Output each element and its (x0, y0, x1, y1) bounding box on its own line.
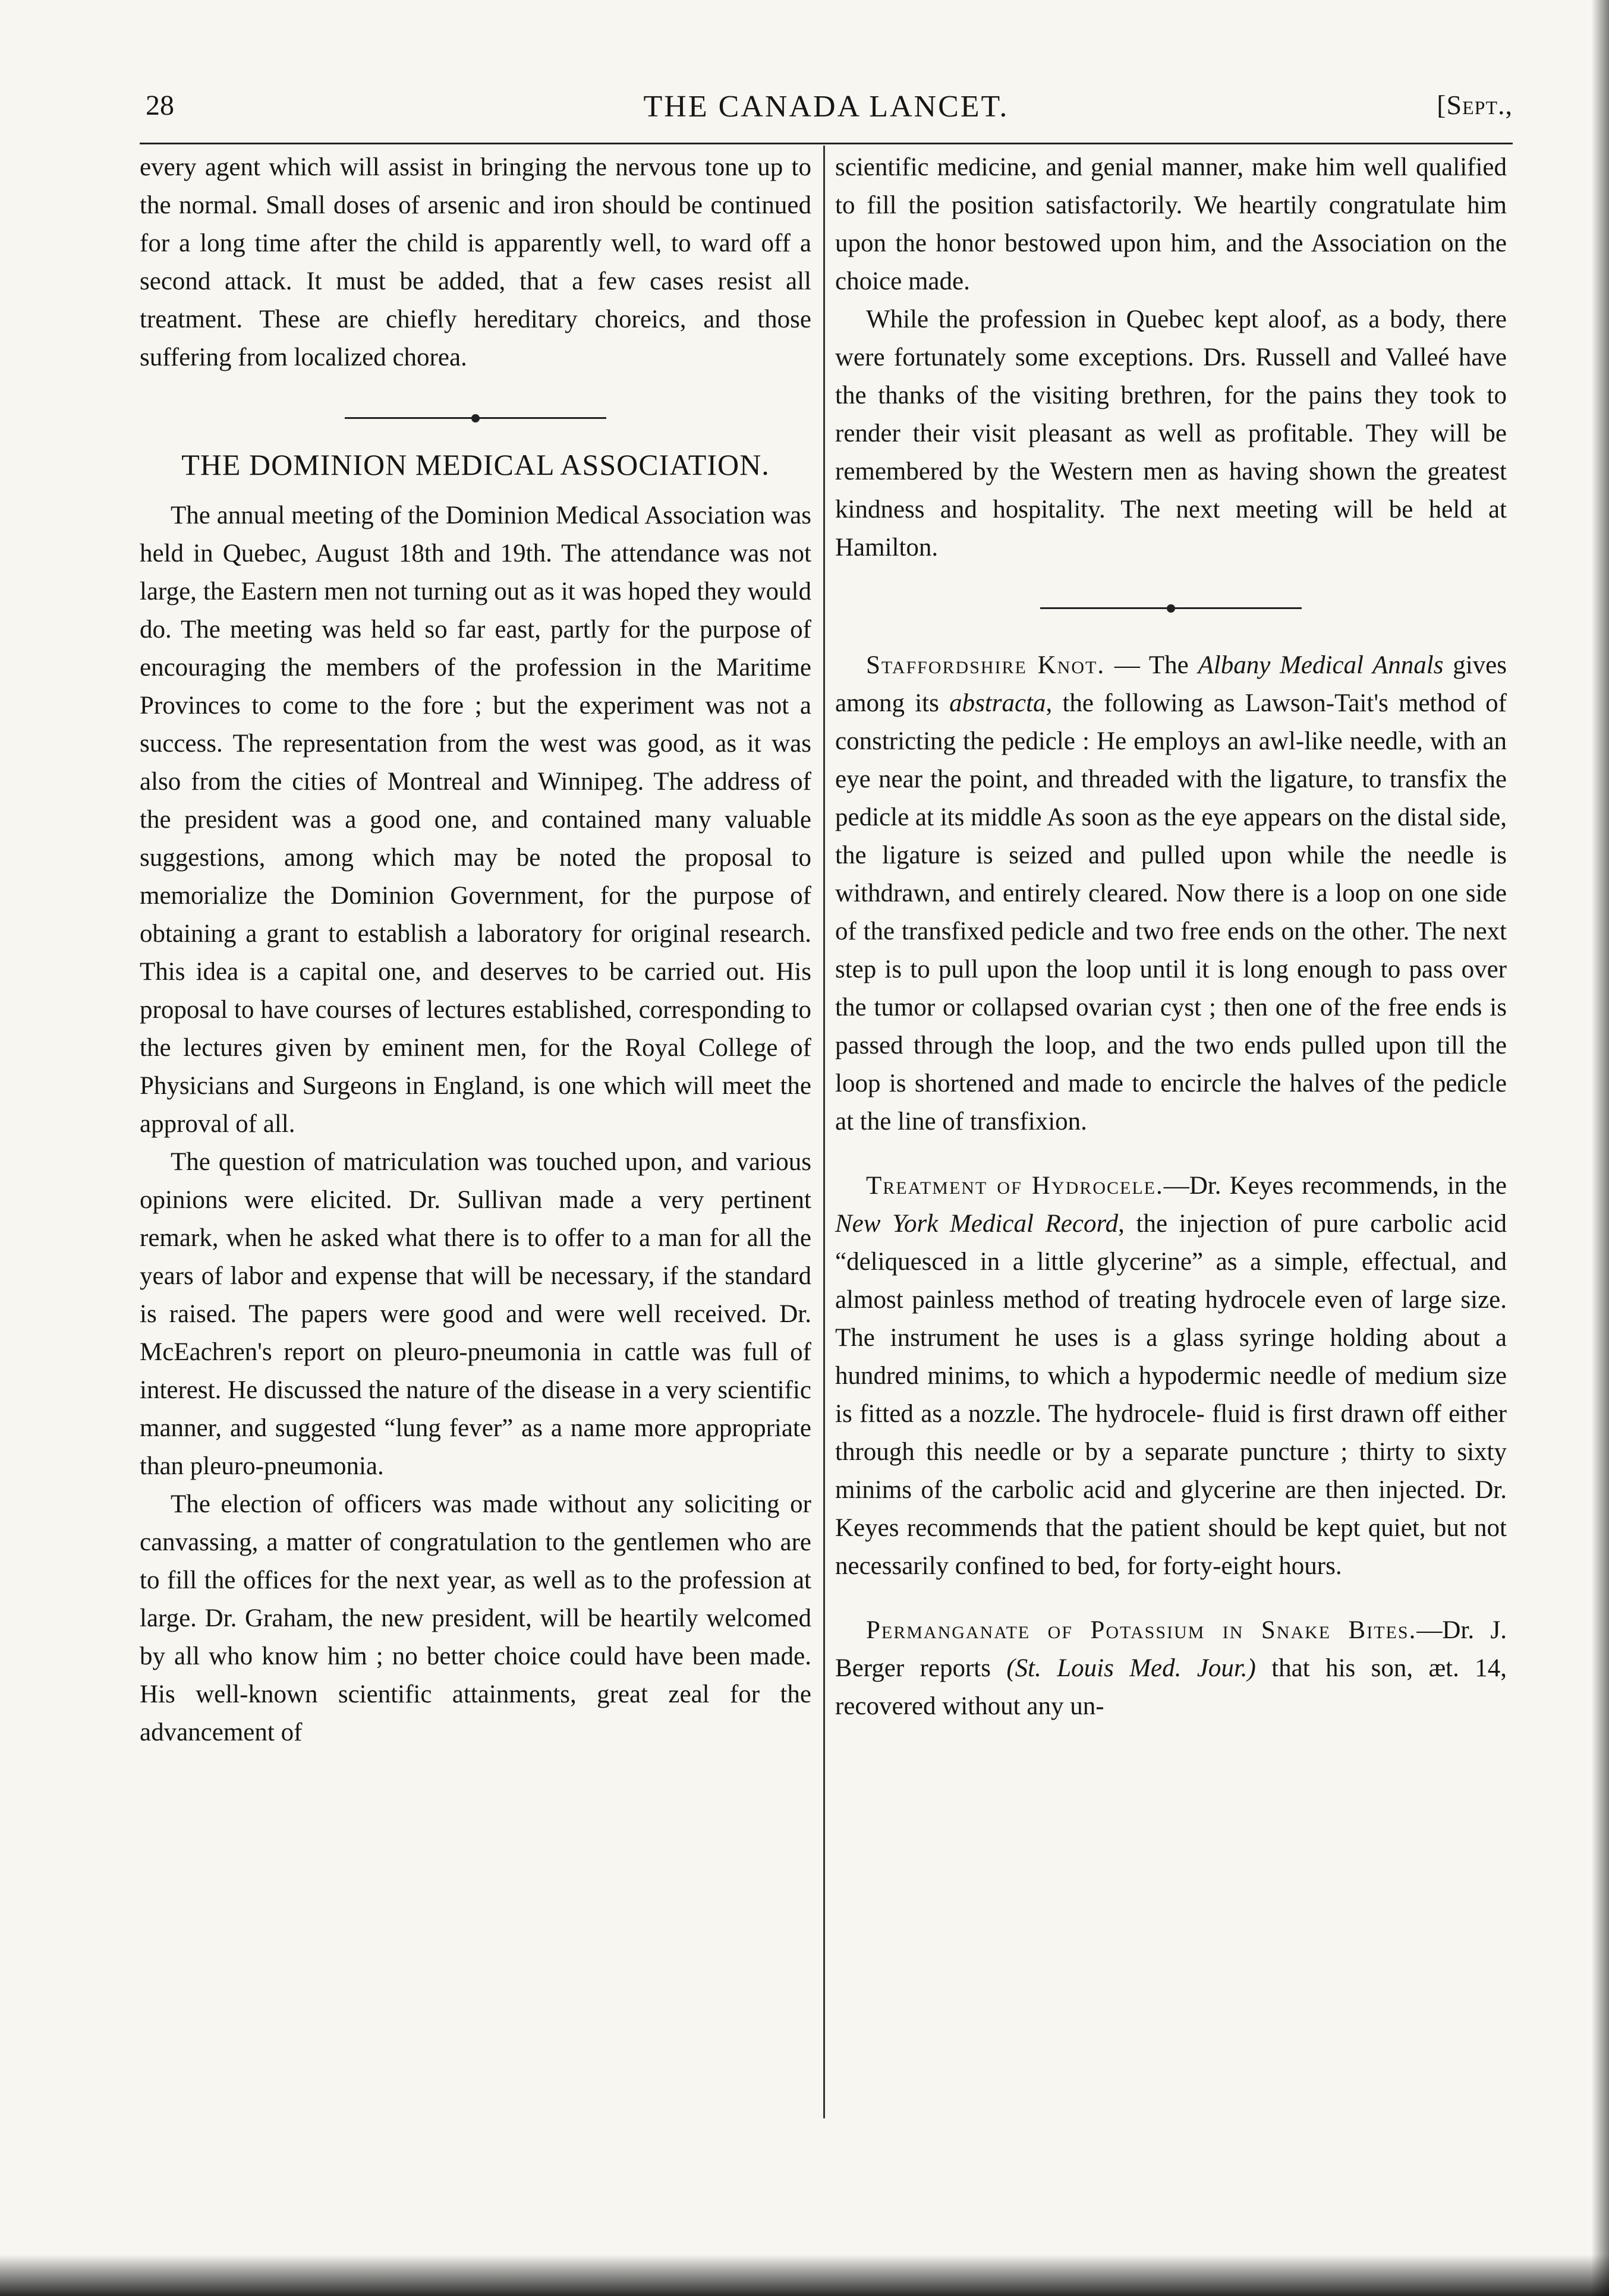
article-paragraph: The question of matriculation was touched upon, and various opinions were elicited. Dr. Sullivan made a very pertinent remark, when he asked what there is to offer to a man for all the years of labor and expense that will be necessary, if the standard is raised. The papers were good and were well received. Dr. McEachren's report on pleuro-pneumonia in cattle was full of interest. He discussed the nature of the disease in a very scientific manner, and suggested “lung fever” as a name more appropriate than pleuro-pneumonia. (140, 1148, 811, 1480)
running-header (140, 89, 1513, 143)
journal-title: THE CANADA LANCET. (643, 90, 1009, 124)
article-paragraph: While the profession in Quebec kept aloof, as a body, there were fortunately some exceptions. Drs. Russell and Valleé have the thanks of the visiting brethren, for the pains they took to render their visit pleasant as well as profitable. They will be remembered by the Western men as having shown the greatest kindness and hospitality. The next meeting will be held at Hamilton. (835, 305, 1507, 562)
section-divider (835, 582, 1507, 620)
right-column (835, 149, 1507, 1726)
section-divider (140, 392, 811, 430)
hydrocele-paragraph: Treatment of Hydrocele.—Dr. Keyes recommends, in the New York Medical Record, the injection of pure carbolic acid “deliquesced in a little glycerine” as a simple, effectual, and almost painless method of treating hydrocele even of large size. The instrument he uses is a glass syringe holding about a hundred minims, to which a hypodermic needle of medium size is fitted as a nozzle. The hydrocele- fluid is first drawn off either through this needle or by a separate puncture ; thirty to sixty minims of the carbolic acid and glycerine are then injected. Dr. Keyes recommends that the patient should be kept quiet, but not necessarily confined to bed, for forty-eight hours. (835, 1172, 1507, 1580)
scan-edge-right (1591, 0, 1609, 2296)
month-label: [Sept., (1437, 90, 1513, 120)
continued-paragraph: every agent which will assist in bringing the nervous tone up to the normal. Small doses of arsenic and iron should be continued for a long time after the child is apparently well, to ward off a second attack. It must be added, that a few cases resist all treatment. These are chiefly hereditary choreics, and those suffering from localized chorea. (140, 153, 811, 371)
journal-name: New York Medical Record (835, 1210, 1119, 1238)
column-divider (823, 146, 825, 2118)
permanganate-title: Permanganate of Potassium in Snake Bites. (866, 1616, 1417, 1644)
journal-name: (St. Louis Med. Jour.) (1006, 1654, 1256, 1682)
article-heading: THE DOMINION MEDICAL ASSOCIATION. (181, 448, 770, 481)
article-paragraph: The election of officers was made without any soliciting or canvassing, a matter of congratulation to the gentlemen who are to fill the offices for the next year, as well as to the profession at large. Dr. Graham, the new president, will be heartily welcomed by all who know him ; no better choice could have been made. His well-known scientific attainments, great zeal for the advancement of (140, 1490, 811, 1746)
left-column (140, 149, 811, 1752)
page-number: 28 (146, 90, 174, 121)
knot-title: Staffordshire Knot. (866, 651, 1106, 679)
permanganate-paragraph: Permanganate of Potassium in Snake Bites.—Dr. J. Berger reports (St. Louis Med. Jour.) that his son, æt. 14, recovered without any un- (835, 1616, 1507, 1720)
article-paragraph: The annual meeting of the Dominion Medical Association was held in Quebec, August 18th and 19th. The attendance was not large, the Eastern men not turning out as it was hoped they would do. The meeting was held so far east, partly for the purpose of encouraging the members of the profession in the Maritime Provinces to come to the fore ; but the experiment was not a success. The representation from the west was good, as it was also from the cities of Montreal and Winnipeg. The address of the president was a good one, and contained many valuable suggestions, among which may be noted the proposal to memorialize the Dominion Government, for the purpose of obtaining a grant to establish a laboratory for original research. This idea is a capital one, and deserves to be carried out. His proposal to have courses of lectures established, corresponding to the lectures given by eminent men, for the Royal College of Physicians and Surgeons in England, is one which will meet the approval of all. (140, 502, 811, 1138)
hydrocele-title: Treatment of Hydrocele. (866, 1172, 1164, 1200)
header-rule (140, 143, 1513, 144)
article-paragraph: scientific medicine, and genial manner, make him well qualified to fill the position satisfactorily. We heartily congratulate him upon the honor bestowed upon him, and the Association on the choice made. (835, 153, 1507, 295)
knot-paragraph: Staffordshire Knot. — The Albany Medical Annals gives among its abstracta, the following as Lawson-Tait's method of constricting the pedicle : He employs an awl-like needle, with an eye near the point, and threaded with the ligature, to transfix the pedicle at its middle As soon as the eye appears on the distal side, the ligature is seized and pulled upon while the needle is withdrawn, and entirely cleared. Now there is a loop on one side of the transfixed pedicle and two free ends on the other. The next step is to pull upon the loop until it is long enough to pass over the tumor or collapsed ovarian cyst ; then one of the free ends is passed through the loop, and the two ends pulled upon till the loop is shortened and made to encircle the halves of the pedicle at the line of transfixion. (835, 651, 1507, 1136)
scan-edge-bottom (0, 2254, 1609, 2296)
journal-name: Albany Medical Annals (1198, 651, 1444, 679)
